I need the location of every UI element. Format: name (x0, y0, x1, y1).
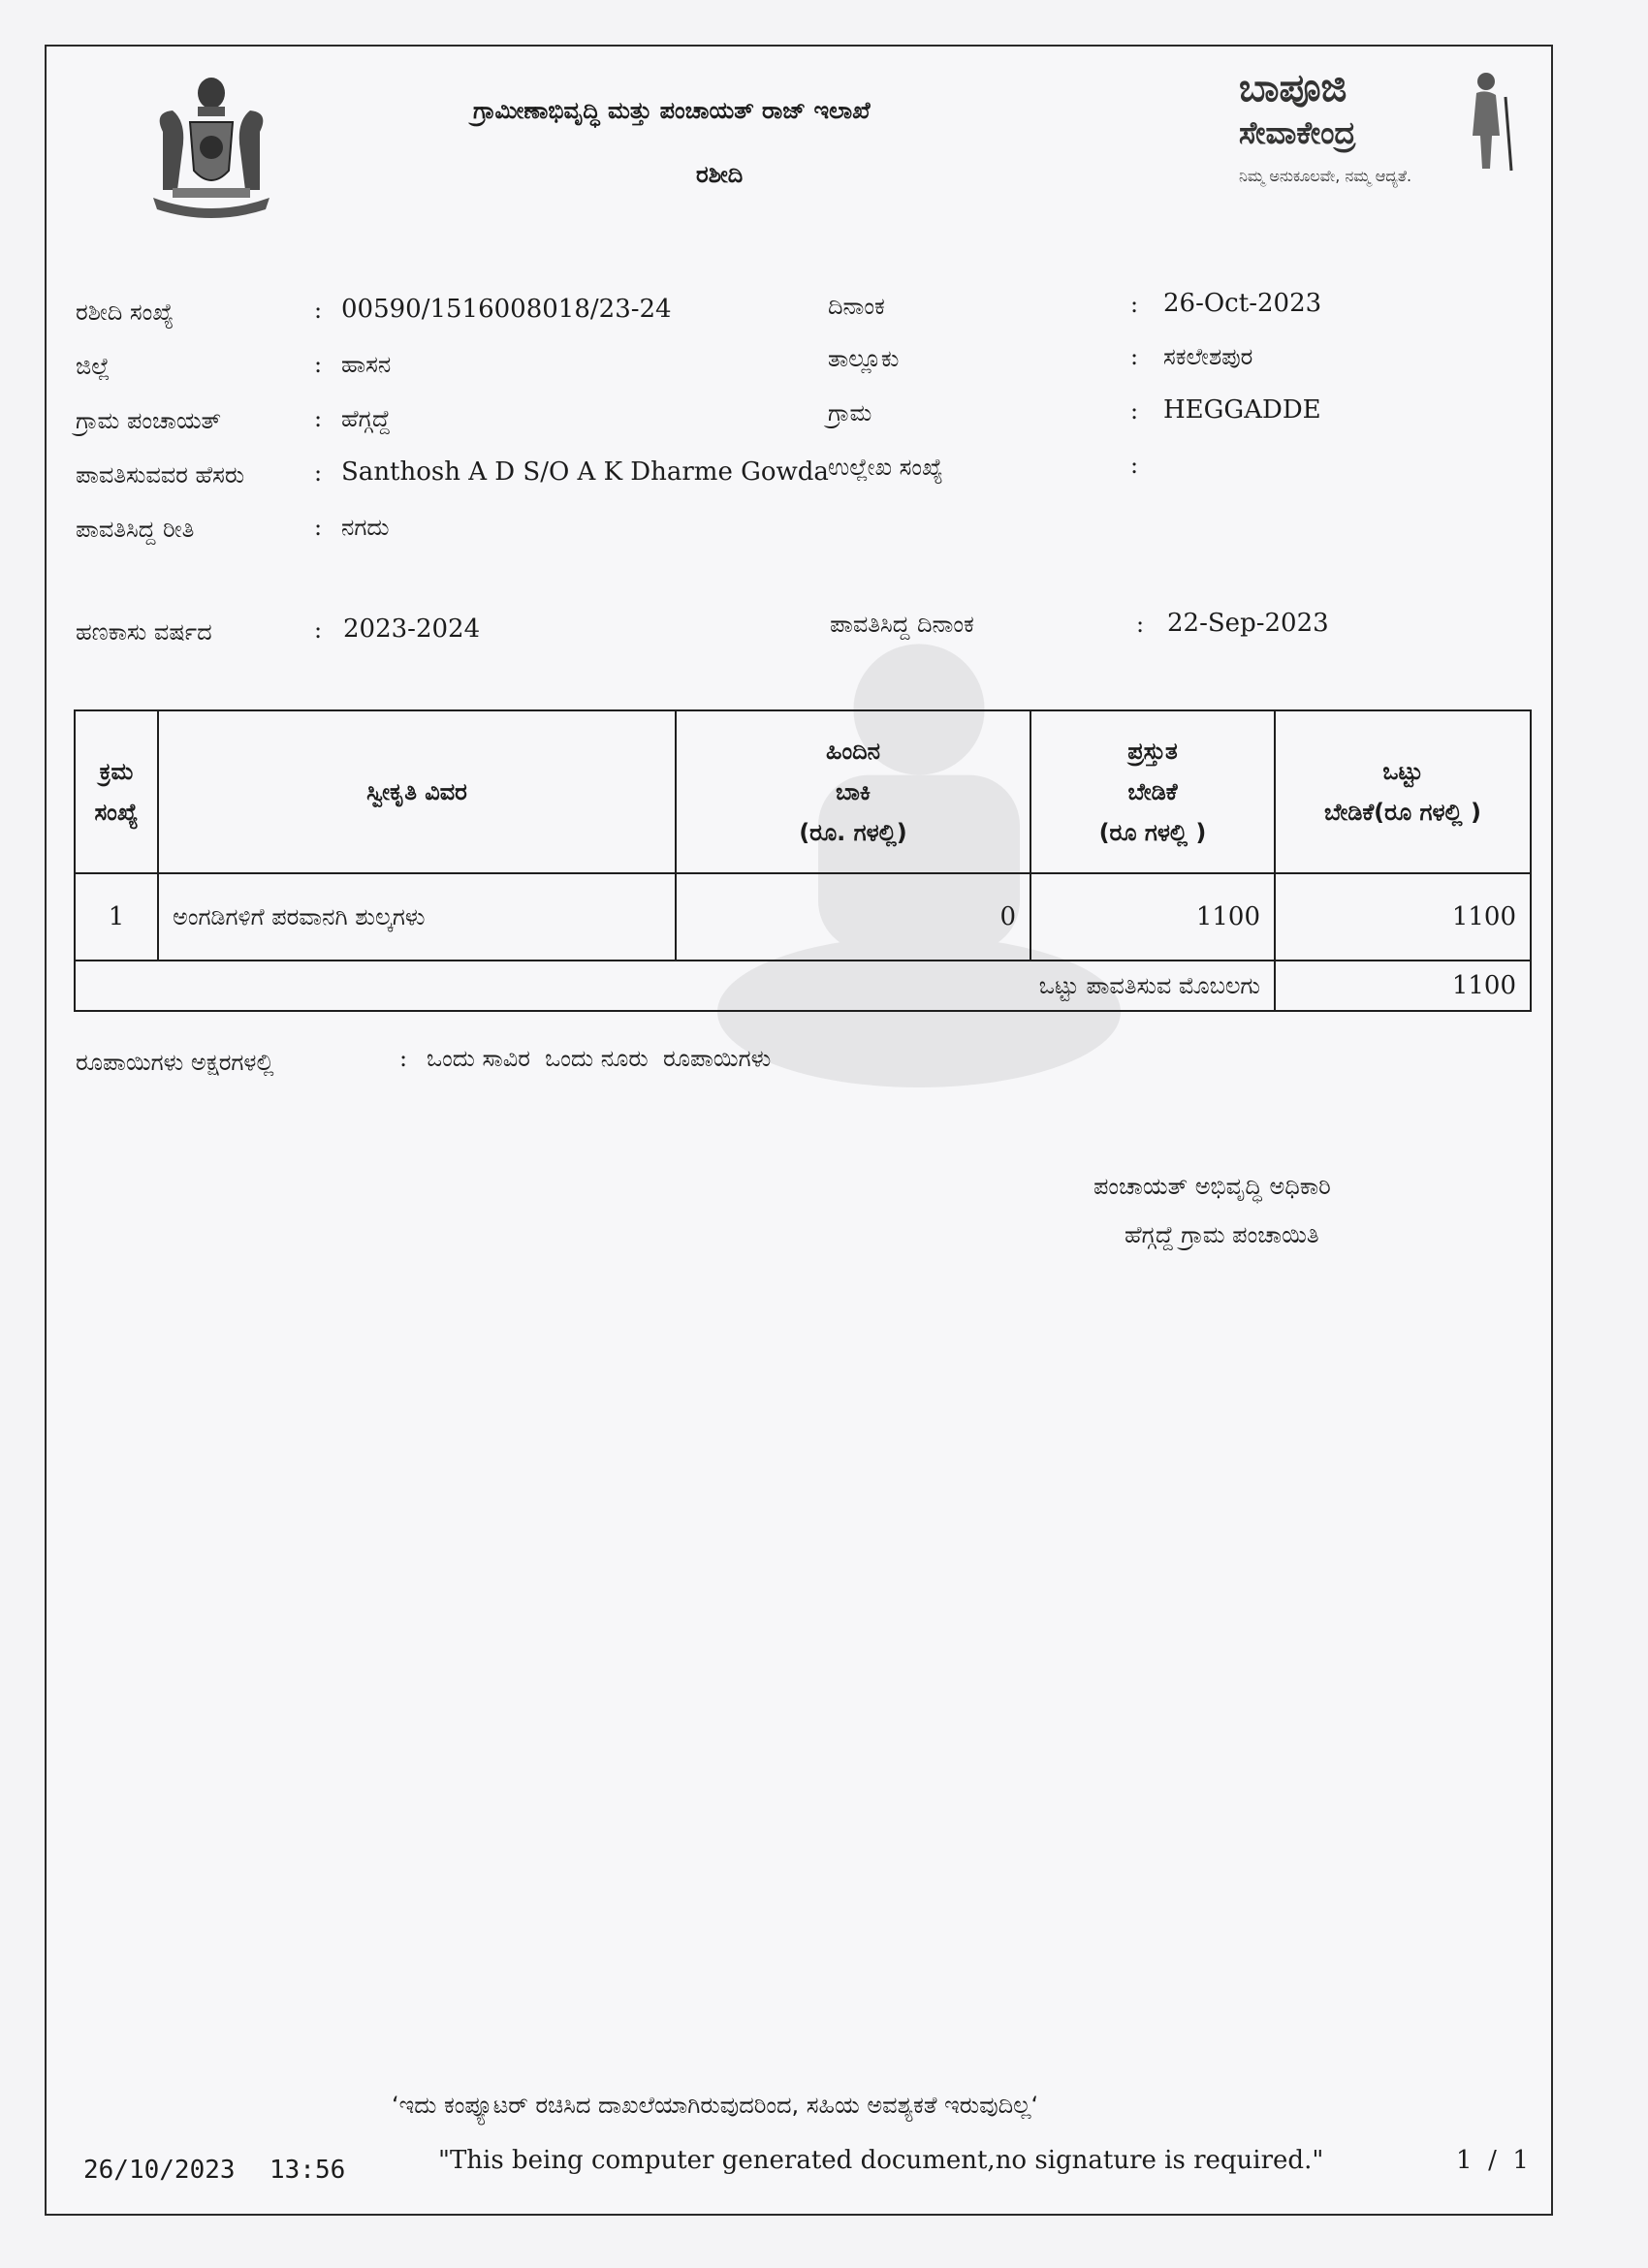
footer-date: 26/10/2023 (83, 2156, 236, 2185)
gram-panchayat-value: ಹೆಗ್ಗದ್ದೆ (341, 405, 391, 432)
finance-year-value: 2023-2024 (343, 614, 481, 644)
previous-header-line3: (ರೂ. ಗಳಲ್ಲಿ) (799, 819, 907, 846)
colon: : (314, 297, 323, 324)
current-header-line3: (ರೂ ಗಳಲ್ಲಿ ) (1098, 819, 1207, 846)
footer-kannada-note: ‘ಇದು ಕಂಪ್ಯೂಟರ್ ರಚಿಸಿದ ದಾಖಲೆಯಾಗಿರುವುದರಿಂದ, ಸಹಿಯ ಅವಶ್ಯಕತೆ ಇರುವುದಿಲ್ಲ‘ (392, 2092, 1039, 2119)
date-label: ದಿನಾಂಕ (828, 293, 885, 320)
details-header: ಸ್ವೀಕೃತಿ ವಿವರ (366, 778, 467, 805)
receipt-number-label: ರಶೀದಿ ಸಂಖ್ಯೆ (76, 299, 174, 326)
table-row (75, 873, 1531, 961)
row-current-cell: 1100 (1030, 873, 1275, 961)
table-total-row (75, 961, 1531, 1011)
colon: : (399, 1045, 408, 1072)
village-label: ಗ್ರಾಮ (828, 399, 872, 426)
payer-name-value: Santhosh A D S/O A K Dharme Gowda (341, 457, 829, 487)
logo-line2: ಸೇವಾಕೇಂದ್ರ (1239, 114, 1356, 151)
row-previous-cell: 0 (676, 873, 1030, 961)
colon: : (314, 459, 323, 487)
amount-words-label: ರೂಪಾಯಿಗಳು ಅಕ್ಷರಗಳಲ್ಲಿ (76, 1049, 274, 1076)
taluk-label: ತಾಲ್ಲೂಕು (828, 345, 900, 372)
current-header-line1: ಪ್ರಸ್ತುತ (1127, 738, 1178, 765)
receipt-sheet (45, 45, 1553, 2216)
district-label: ಜಿಲ್ಲೆ (76, 353, 111, 380)
department-title: ಗ್ರಾಮೀಣಾಭಿವೃದ್ಧಿ ಮತ್ತು ಪಂಚಾಯತ್ ರಾಜ್ ಇಲಾಖೆ (473, 97, 871, 124)
receipt-number-value: 00590/1516008018/23-24 (341, 295, 672, 324)
col-previous-header (676, 710, 1030, 873)
colon: : (1136, 611, 1145, 638)
serial-header-line1: ಕ್ರಮ (99, 758, 134, 785)
finance-year-label: ಹಣಕಾಸು ವರ್ಷದ (76, 618, 212, 646)
row-total-cell: 1100 (1275, 873, 1531, 961)
serial-header-line2: ಸಂಖ್ಯೆ (94, 799, 139, 826)
col-total-header (1275, 710, 1531, 873)
payment-mode-value: ನಗದು (341, 514, 390, 541)
total-payable-label: ಒಟ್ಟು ಪಾವತಿಸುವ ಮೊಬಲಗು (75, 961, 1275, 1011)
col-current-header (1030, 710, 1275, 873)
date-value: 26-Oct-2023 (1163, 289, 1322, 318)
amount-words-value: ಒಂದು ಸಾವಿರ ಒಂದು ನೂರು ರೂಪಾಯಿಗಳು (427, 1045, 772, 1072)
previous-header-line2: ಬಾಕಿ (835, 778, 872, 805)
logo-line1: ಬಾಪೂಜಿ (1239, 66, 1347, 110)
col-details-header (158, 710, 676, 873)
gram-panchayat-label: ಗ್ರಾಮ ಪಂಚಾಯತ್ (76, 407, 222, 434)
document-type-title: ರಶೀದಿ (696, 161, 744, 188)
taluk-value: ಸಕಲೇಶಪುರ (1163, 343, 1253, 370)
colon: : (314, 616, 323, 644)
paid-date-label: ಪಾವತಿಸಿದ್ದ ದಿನಾಂಕ (830, 611, 974, 638)
footer-page-number: 1 / 1 (1456, 2146, 1529, 2175)
colon: : (1130, 452, 1139, 479)
col-serial-header (75, 710, 158, 873)
village-value: HEGGADDE (1163, 395, 1321, 425)
reference-number-label: ಉಲ್ಲೇಖ ಸಂಖ್ಯೆ (828, 454, 943, 481)
logo-tagline: ನಿಮ್ಮ ಅನುಕೂಲವೇ, ನಮ್ಮ ಆದ್ಯತೆ. (1239, 167, 1412, 185)
colon: : (314, 514, 323, 541)
officer-office: ಹೆಗ್ಗದ್ದೆ ಗ್ರಾಮ ಪಂಚಾಯಿತಿ (1125, 1221, 1319, 1248)
colon: : (1130, 291, 1139, 318)
total-header-line1: ಒಟ್ಟು (1382, 758, 1423, 785)
row-details-cell: ಅಂಗಡಿಗಳಿಗೆ ಪರವಾನಗಿ ಶುಲ್ಕಗಳು (158, 873, 676, 961)
gandhi-figure-icon (1447, 68, 1525, 174)
district-value: ಹಾಸನ (341, 351, 392, 378)
total-header-line2: ಬೇಡಿಕೆ(ರೂ ಗಳಲ್ಲಿ ) (1324, 799, 1481, 826)
paid-date-value: 22-Sep-2023 (1167, 609, 1329, 638)
footer-english-note: "This being computer generated document,no signature is required." (438, 2146, 1324, 2175)
colon: : (314, 351, 323, 378)
row-serial-cell: 1 (75, 873, 158, 961)
footer-time: 13:56 (269, 2156, 346, 2185)
bapuji-sevakendra-logo (1239, 66, 1530, 185)
colon: : (1130, 343, 1139, 370)
payment-mode-label: ಪಾವತಿಸಿದ್ದ ರೀತಿ (76, 516, 195, 543)
previous-header-line1: ಹಿಂದಿನ (826, 738, 880, 765)
colon: : (314, 405, 323, 432)
state-emblem-logo (134, 74, 289, 229)
total-payable-value: 1100 (1275, 961, 1531, 1011)
receipt-table (74, 709, 1532, 1012)
payer-name-label: ಪಾವತಿಸುವವರ ಹೆಸರು (76, 461, 245, 488)
officer-designation: ಪಂಚಾಯತ್ ಅಭಿವೃದ್ಧಿ ಅಧಿಕಾರಿ (1093, 1173, 1331, 1200)
table-header-row (75, 710, 1531, 873)
colon: : (1130, 397, 1139, 425)
current-header-line2: ಬೇಡಿಕೆ (1127, 778, 1178, 805)
